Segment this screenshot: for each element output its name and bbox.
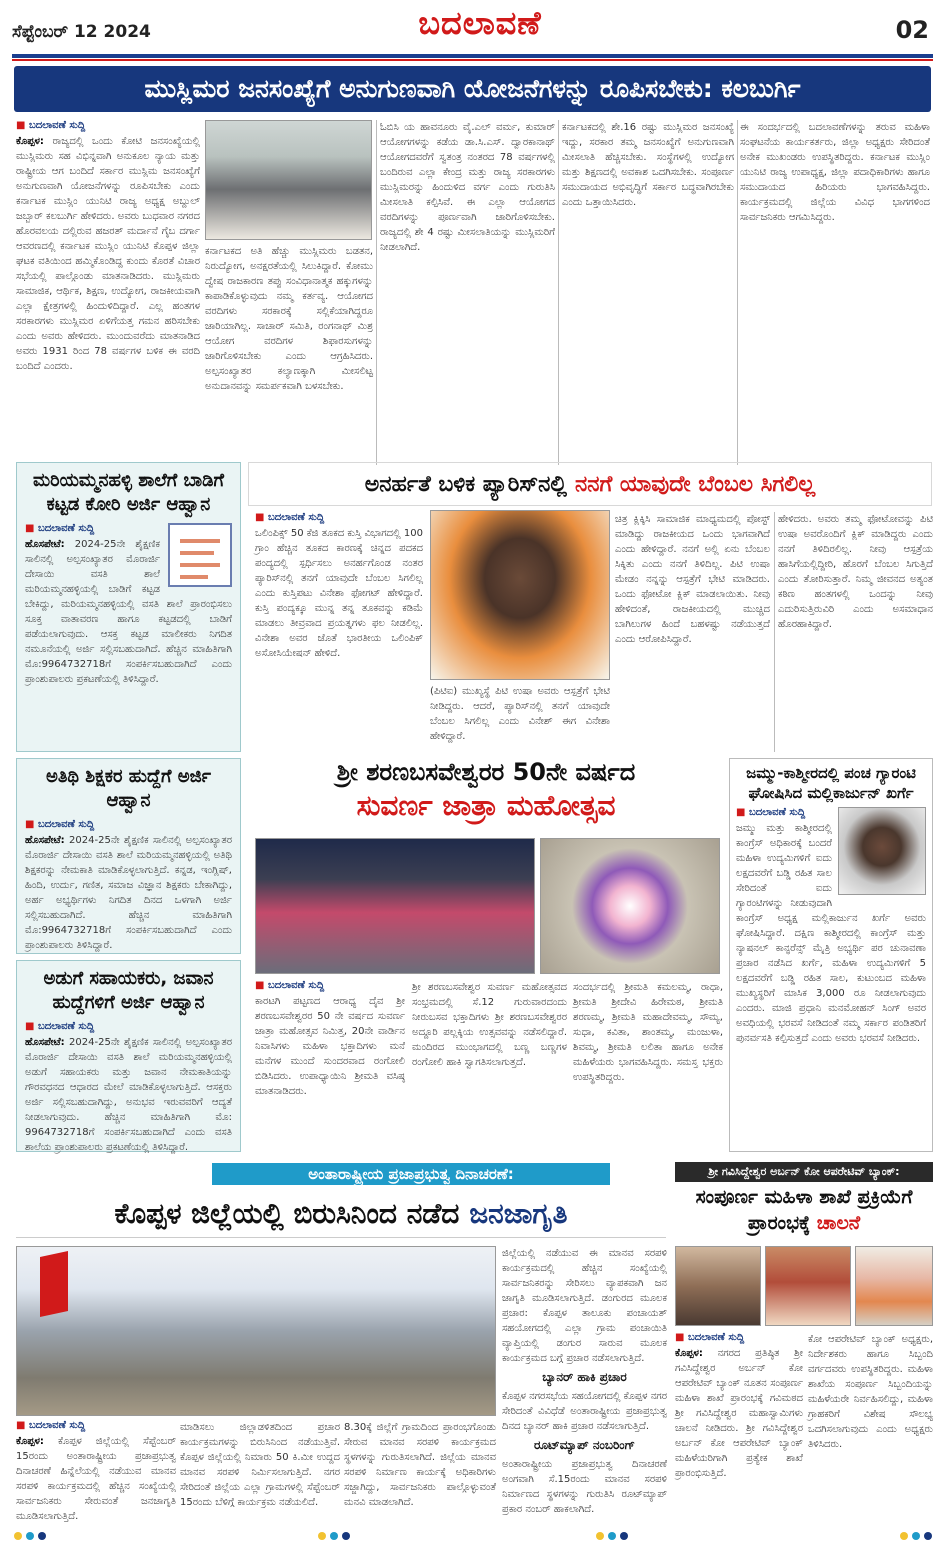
notice-building: [16, 462, 241, 752]
vinesh-photo: [430, 510, 610, 680]
vinesh-text-2: ಚಿತ್ರ ಕ್ಲಿಕ್ಕಿಸಿ ಸಾಮಾಜಿಕ ಮಾಧ್ಯಮದಲ್ಲಿ ಪೋಸ್ಟ್ ಮಾಡಿದ್ದು ರಾಜಕೀಯದ ಒಂದು ಭಾಗವಾಗಿದೆ ಎಂದು ಹೇಳಿದ್ದಾರೆ. ನನಗೆ ಅಲ್ಲಿ ಏನು ಬೆಂಬಲ ಸಿಕ್ಕಿತು ಎಂದು ನನಗೆ ತಿಳಿದಿಲ್ಲ. ಪಿಟಿ ಉಷಾ ಮೇಡಂ ನನ್ನನ್ನು ಆಸ್ಪತ್ರೆಗೆ ಭೇಟಿ ಮಾಡಿದರು. ಒಂದು ಫೋಟೋ ಕ್ಲಿಕ್ ಮಾಡಲಾಯಿತು. ನೀವು ಹೇಳಿದಂತೆ, ರಾಜಕೀಯದಲ್ಲಿ ಮುಚ್ಚಿದ ಬಾಗಿಲುಗಳ ಹಿಂದೆ ಬಹಳಷ್ಟು ನಡೆಯುತ್ತದೆ ಎಂದು ಆರೋಪಿಸಿದ್ದಾರೆ.: [615, 514, 770, 645]
notice-cook-helpers: [16, 960, 241, 1152]
lead-text-4: ಕರ್ನಾಟಕದಲ್ಲಿ ಶೇ.16 ರಷ್ಟು ಮುಸ್ಲಿಮರ ಜನಸಂಖ್ಯೆ ಇದ್ದು, ಸರಕಾರ ತಮ್ಮ ಜನಸಂಖ್ಯೆಗೆ ಅನುಗುಣವಾಗಿ ಮೀಸಲಾತಿ ಹೆಚ್ಚಿಸಬೇಕು. ಸಂಸ್ಥೆಗಳಲ್ಲಿ ಉದ್ಯೋಗ ಮತ್ತು ಶಿಕ್ಷಣದಲ್ಲಿ ಅವಕಾಶ ಒದಗಿಸಬೇಕು. ಸಂಪೂರ್ಣ ಸಮುದಾಯದ ಅಭಿವೃದ್ಧಿಗೆ ಸರ್ಕಾರ ಬದ್ಧವಾಗಿರಬೇಕು ಎಂದು ಒತ್ತಾಯಿಸಿದರು.: [562, 122, 734, 208]
vinesh-headline: [248, 462, 932, 506]
bank-text-2: ಕೋ ಆಪರೇಟಿವ್ ಬ್ಯಾಂಕ್ ಅಧ್ಯಕ್ಷರು, ನಿರ್ದೇಶಕರು ಹಾಗೂ ಸಿಬ್ಬಂದಿ ವರ್ಗದವರು ಉಪಸ್ಥಿತರಿದ್ದರು. ಮಹಿಳಾ ಶಾಖೆಯ ಸಂಪೂರ್ಣ ಸಿಬ್ಬಂದಿಯನ್ನು ಮಹಿಳೆಯರೇ ನಿರ್ವಹಿಸಲಿದ್ದು, ಮಹಿಳಾ ಗ್ರಾಹಕರಿಗೆ ವಿಶೇಷ ಸೌಲಭ್ಯ ಒದಗಿಸಲಾಗುವುದು ಎಂದು ಅಧ್ಯಕ್ಷರು ತಿಳಿಸಿದರು.: [808, 1334, 933, 1450]
vinesh-headline-red: ನನಗೆ ಯಾವುದೇ ಬೆಂಬಲ ಸಿಗಲಿಲ್ಲ: [575, 471, 816, 497]
lead-column-4: [562, 120, 734, 465]
lead-byline: ■ ಬದಲಾವಣೆ ಸುದ್ದಿ: [16, 120, 200, 131]
dot-icon: [26, 1532, 34, 1540]
bank-byline: ■ ಬದಲಾವಣೆ ಸುದ್ದಿ: [675, 1332, 803, 1343]
bank-headline-red: ಚಾಲನೆ: [816, 1212, 861, 1234]
notice-building-title: ಮರಿಯಮ್ಮನಹಳ್ಳಿ ಶಾಲೆಗೆ ಬಾಡಿಗೆ ಕಟ್ಟಡ ಕೋರಿ ಅರ್ಜಿ ಆಹ್ವಾನ: [33, 470, 224, 515]
democracy-text-3: 8.30ಕ್ಕೆ ಜಿಲ್ಲೆಗೆ ಗ್ರಾಮದಿಂದ ಪ್ರಾರಂಭಗೊಂಡು ಸೇರುವ ಮಾನವ ಸರಪಳಿ ಕಾರ್ಯಕ್ರಮದ ಸ್ಥಳಗಳನ್ನು ಗುರುತಿಸಲಾಗಿದೆ. ಜಿಲ್ಲೆಯ ಮಾನವ ಸರಪಳಿ ನಿರ್ಮಾಣ ಕಾರ್ಯಕ್ಕೆ ಅಧಿಕಾರಿಗಳು ಸಜ್ಜಾಗಿದ್ದು, ಸಾರ್ವಜನಿಕರು ಪಾಲ್ಗೊಳ್ಳುವಂತೆ ಮನವಿ ಮಾಡಲಾಗಿದೆ.: [344, 1422, 496, 1508]
column-divider: [558, 120, 559, 465]
vinesh-headline-black: ಅನರ್ಹತೆ ಬಳಿಕ ಪ್ಯಾರಿಸ್‌ನಲ್ಲಿ: [364, 471, 568, 497]
democracy-text-5: ಕೊಪ್ಪಳ ನಗರಸಭೆಯ ಸಹಯೋಗದಲ್ಲಿ ಕೊಪ್ಪಳ ನಗರ ಸೇರಿದಂತೆ ವಿವಿಧೆಡೆ ಅಂತಾರಾಷ್ಟ್ರೀಯ ಪ್ರಜಾಪ್ರಭುತ್ವ ದಿನದ ಬ್ಯಾನರ್ ಹಾಕಿ ಪ್ರಚಾರ ನಡೆಸಲಾಗುತ್ತಿದೆ.: [502, 1391, 667, 1432]
democracy-text-6: ಅಂತಾರಾಷ್ಟ್ರೀಯ ಪ್ರಜಾಪ್ರಭುತ್ವ ದಿನಾಚರಣೆ ಅಂಗವಾಗಿ ಸೆ.15ರಂದು ಮಾನವ ಸರಪಳಿ ನಿರ್ಮಾಣದ ಸ್ಥಳಗಳನ್ನು ಗುರುತಿಸಿ ರೂಟ್‌ಮ್ಯಾಪ್ ಪ್ರಕಾರ ನಂಬರ್ ಹಾಕಲಾಗಿದೆ.: [502, 1459, 667, 1515]
notice-cook-helpers-body: 2024-25ನೇ ಶೈಕ್ಷಣಿಕ ಸಾಲಿನಲ್ಲಿ ಅಲ್ಪಸಂಖ್ಯಾತರ ಮೊರಾರ್ಜಿ ದೇಸಾಯಿ ವಸತಿ ಶಾಲೆ ಮರಿಯಮ್ಮನಹಳ್ಳಿಯಲ್ಲಿ ಅಡುಗೆ ಸಹಾಯಕರು ಮತ್ತು ಜವಾನ ನೇಮಕಾತಿಯನ್ನು ಗೌರವಧನದ ಆಧಾರದ ಮೇಲೆ ಮಾಡಿಕೊಳ್ಳಲಾಗುತ್ತಿದೆ. ಆಸಕ್ತರು ಅರ್ಜಿ ಸಲ್ಲಿಸಬಹುದಾಗಿದ್ದು, ಅನುಭವ ಇರುವವರಿಗೆ ಆದ್ಯತೆ ನೀಡಲಾಗುವುದು. ಹೆಚ್ಚಿನ ಮಾಹಿತಿಗಾಗಿ ಮೊ: 9964732718ಗೆ ಸಂಪರ್ಕಿಸಬಹುದಾಗಿದೆ ಎಂದು ವಸತಿ ಶಾಲೆಯ ಪ್ರಾಂಶುಪಾಲರು ಪ್ರಕಟಣೆಯಲ್ಲಿ ತಿಳಿಸಿದ್ದಾರೆ.: [25, 1037, 232, 1153]
lead-text-5: ಈ ಸಂದರ್ಭದಲ್ಲಿ ಬದಲಾವಣೆಗಳನ್ನು ತರುವ ಮಹಿಳಾ ಸಂಘಟನೆಯ ಕಾರ್ಯಕರ್ತರು, ಜಿಲ್ಲಾ ಅಧ್ಯಕ್ಷರು ಸೇರಿದಂತೆ ಅನೇಕ ಮುಖಂಡರು ಉಪಸ್ಥಿತರಿದ್ದರು. ಕರ್ನಾಟಕ ಮುಸ್ಲಿಂ ಯುನಿಟಿ ರಾಜ್ಯ ಉಪಾಧ್ಯಕ್ಷ, ಜಿಲ್ಲಾ ಪದಾಧಿಕಾರಿಗಳು ಹಾಗೂ ಸಮುದಾಯದ ಹಿರಿಯರು ಭಾಗವಹಿಸಿದ್ದರು. ಕಾರ್ಯಕ್ರಮದಲ್ಲಿ ಜಿಲ್ಲೆಯ ವಿವಿಧ ಭಾಗಗಳಿಂದ ಸಾರ್ವಜನಿಕರು ಆಗಮಿಸಿದ್ದರು.: [740, 122, 930, 223]
suvarna-column-2: [412, 980, 567, 1152]
bank-dateline: ಕೊಪ್ಪಳ:: [675, 1348, 703, 1359]
suvarna-column-3: [573, 980, 723, 1152]
democracy-kicker: ಅಂತಾರಾಷ್ಟ್ರೀಯ ಪ್ರಜಾಪ್ರಭುತ್ವ ದಿನಾಚರಣೆ:: [212, 1163, 610, 1185]
democracy-headline-black: ಕೊಪ್ಪಳ ಜಿಲ್ಲೆಯಲ್ಲಿ ಬಿರುಸಿನಿಂದ ನಡೆದ: [114, 1196, 460, 1230]
suvarna-headline-line1: ಶ್ರೀ ಶರಣಬಸವೇಶ್ವರರ 50ನೇ ವರ್ಷದ: [336, 758, 636, 786]
lead-column-1: [16, 120, 200, 460]
vinesh-column-1: [255, 512, 423, 752]
dot-icon: [596, 1532, 604, 1540]
notice-guest-teachers-dateline: ಹೊಸಪೇಟೆ:: [25, 835, 65, 846]
bank-column-1: [675, 1332, 803, 1530]
suvarna-headline: [248, 756, 724, 826]
lead-text-3: ಓಬಿಸಿ ಯ ಹಾವನೂರು ವೈ.ಎಲ್ ವರ್ಮ, ಕುಮಾರ್ ಆಯೋಗಗಳನ್ನು ಕಡೆಯ ಡಾ.ಸಿ.ಎಸ್. ದ್ವಾರಕಾನಾಥ್ ಆಯೋಗದವರೆಗೆ ಸ್ವತಂತ್ರ ನಂತರದ 78 ವರ್ಷಗಳಲ್ಲಿ ಬಂದಿರುವ ಎಲ್ಲಾ ಕೇಂದ್ರ ಮತ್ತು ರಾಜ್ಯ ಸರಕಾರಗಳು ಮುಸ್ಲಿಮರನ್ನು ಹಿಂದುಳಿದ ವರ್ಗ ಎಂದು ಗುರುತಿಸಿ ಮೀಸಲಾತಿ ಕಲ್ಪಿಸಿವೆ. ಈ ಎಲ್ಲಾ ಆಯೋಗದ ವರದಿಗಳನ್ನು ಪೂರ್ಣವಾಗಿ ಜಾರಿಗೊಳಿಸಬೇಕು. ರಾಜ್ಯದಲ್ಲಿ ಶೇ 4 ರಷ್ಟು ಮೀಸಲಾತಿಯನ್ನು ಮುಸ್ಲಿಮರಿಗೆ ನೀಡಲಾಗಿದೆ.: [380, 122, 555, 253]
democracy-text-2: ಮಾಡಿಸಲು ಜಿಲ್ಲಾಡಳಿತದಿಂದ ಪ್ರಚಾರ ಕಾರ್ಯಕ್ರಮಗಳನ್ನು ಬಿರುಸಿನಿಂದ ನಡೆಯುತ್ತಿವೆ. ಕೊಪ್ಪಳ ಜಿಲ್ಲೆಯಲ್ಲಿ ನಿಮಾರು 50 ಕಿ.ಮೀ ಉದ್ದದ ಮಾನವ ಸರಪಳಿ ನಿರ್ಮಿಸಲಾಗುತ್ತಿದೆ. ನಗರ ಸೇರಿದಂತೆ ಜಿಲ್ಲೆಯ ಎಲ್ಲಾ ಗ್ರಾಮಗಳಲ್ಲಿ ಸೆಪ್ಟೆಂಬರ್ 15ರಂದು ಬೆಳಿಗ್ಗೆ ಕಾರ್ಯಕ್ರಮ ನಡೆಯಲಿದೆ.: [180, 1422, 340, 1508]
suvarna-rangoli-photo: [540, 838, 720, 974]
democracy-text-1: [16, 1434, 176, 1524]
bank-kicker: ಶ್ರೀ ಗವಿಸಿದ್ದೇಶ್ವರ ಅರ್ಬನ್ ಕೋ ಆಪರೇಟಿವ್ ಬ್ಯಾಂಕ್:: [675, 1162, 933, 1182]
column-divider: [774, 512, 775, 752]
vinesh-text-3: ಹೇಳಿದರು. ಅವರು ತಮ್ಮ ಫೋಟೋವನ್ನು ಪಿಟಿ ಉಷಾ ಅವರೊಂದಿಗೆ ಕ್ಲಿಕ್ ಮಾಡಿದ್ದರು ಎಂದು ನನಗೆ ತಿಳಿದಿರಲಿಲ್ಲ. ನೀವು ಆಸ್ಪತ್ರೆಯ ಹಾಸಿಗೆಯಲ್ಲಿದ್ದೀರಿ, ಹೊರಗೆ ಬೆಂಬಲ ಸಿಗುತ್ತಿದೆ ಎಂದು ತೋರಿಸುತ್ತಾರೆ. ನಿಮ್ಮ ಜೀವನದ ಅತ್ಯಂತ ಕಠಿಣ ಹಂತಗಳಲ್ಲಿ ಒಂದನ್ನು ನೀವು ಎದುರಿಸುತ್ತಿರುವಿರಿ ಎಂದು ಅಸಮಾಧಾನ ಹೊರಹಾಕಿದ್ದಾರೆ.: [778, 514, 933, 630]
lead-column-2: [205, 244, 373, 464]
lead-dateline: ಕೊಪ್ಪಳ:: [16, 136, 44, 147]
dot-icon: [924, 1532, 932, 1540]
democracy-column-3: [344, 1420, 496, 1530]
democracy-body-1: ಕೊಪ್ಪಳ ಜಿಲ್ಲೆಯಲ್ಲಿ ಸೆಪ್ಟೆಂಬರ್ 15ರಂದು ಅಂತಾರಾಷ್ಟ್ರೀಯ ಪ್ರಜಾಪ್ರಭುತ್ವ ದಿನಾಚರಣೆ ಹಿನ್ನೆಲೆಯಲ್ಲಿ ನಡೆಯುವ ಮಾನವ ಸರಪಳಿ ಕಾರ್ಯಕ್ರಮದಲ್ಲಿ ಹೆಚ್ಚಿನ ಸಂಖ್ಯೆಯಲ್ಲಿ ಸಾರ್ವಜನಿಕರು ಸೇರುವಂತೆ ಜನಜಾಗೃತಿ ಮೂಡಿಸಲಾಗುತ್ತಿದೆ.: [16, 1436, 176, 1522]
bank-photo-3: [855, 1246, 933, 1326]
vinesh-caption: (ಪಿಟಿಐ) ಮುಖ್ಯಸ್ಥೆ ಪಿಟಿ ಉಷಾ ಅವರು ಆಸ್ಪತ್ರೆಗೆ ಭೇಟಿ ನೀಡಿದ್ದರು. ಆದರೆ, ಪ್ಯಾರಿಸ್‌ನಲ್ಲಿ ತನಗೆ ಯಾವುದೇ ಬೆಂಬಲ ಸಿಗಲಿಲ್ಲ ಎಂದು ವಿನೇಶ್ ಈಗ ವಿನೇಶಾ ಹೇಳಿದ್ದಾರೆ.: [430, 686, 610, 742]
newspaper-title: ಬದಲಾವಣೆ: [418, 4, 542, 42]
masthead-rule: [12, 54, 933, 58]
masthead-rule-red: [12, 59, 933, 61]
lead-text-1: [16, 134, 200, 374]
bank-column-2: [808, 1332, 933, 1530]
suvarna-text-1: ಕಾರಟಗಿ ಪಟ್ಟಣದ ಆರಾಧ್ಯ ದೈವ ಶ್ರೀ ಶರಣಬಸವೇಶ್ವರರ 50 ನೇ ವರ್ಷದ ಸುವರ್ಣ ಜಾತ್ರಾ ಮಹೋತ್ಸವ ನಿಮಿತ್ತ, 20ನೇ ವಾರ್ಡಿನ ನಿವಾಸಿಗಳು ಮಹಿಳಾ ಭಕ್ತಾದಿಗಳು ಮನೆ ಮನೆಗಳ ಮುಂದೆ ಸುಂದರವಾದ ರಂಗೋಲಿ ಬಿಡಿಸಿದರು. ಉಪಾಧ್ಯಾಯಿನಿ ಶ್ರೀಮತಿ ವಸಿಷ್ಠ ಮಾತನಾಡಿದರು.: [255, 996, 405, 1097]
bank-body-1: ನಗರದ ಪ್ರತಿಷ್ಠಿತ ಶ್ರೀ ಗವಿಸಿದ್ದೇಶ್ವರ ಅರ್ಬನ್ ಕೋ ಆಪರೇಟಿವ್ ಬ್ಯಾಂಕ್ ನೂತನ ಸಂಪೂರ್ಣ ಮಹಿಳಾ ಶಾಖೆ ಪ್ರಾರಂಭಕ್ಕೆ ಗವಿಮಠದ ಶ್ರೀ ಗವಿಸಿದ್ದೇಶ್ವರ ಮಹಾಸ್ವಾಮಿಗಳು ಚಾಲನೆ ನೀಡಿದರು. ಶ್ರೀ ಗವಿಸಿದ್ದೇಶ್ವರ ಅರ್ಬನ್ ಕೋ ಆಪರೇಟಿವ್ ಬ್ಯಾಂಕ್ ಮಹಿಳೆಯರಿಗಾಗಿ ಪ್ರತ್ಯೇಕ ಶಾಖೆ ಪ್ರಾರಂಭಿಸುತ್ತಿದೆ.: [675, 1348, 803, 1479]
bank-photo-1: [675, 1246, 761, 1326]
kharge-story: [729, 758, 933, 1152]
democracy-column-1: [16, 1420, 176, 1530]
notice-cook-helpers-byline: ■ ಬದಲಾವಣೆ ಸುದ್ದಿ: [25, 1021, 232, 1032]
democracy-column-4: [502, 1246, 667, 1530]
lead-photo: [205, 120, 372, 240]
footer-dots: [0, 1530, 945, 1542]
column-divider: [737, 120, 738, 465]
vinesh-text-1: ಒಲಿಂಪಿಕ್ಸ್ 50 ಕೆಜಿ ತೂಕದ ಕುಸ್ತಿ ವಿಭಾಗದಲ್ಲಿ 100 ಗ್ರಾಂ ಹೆಚ್ಚಿನ ತೂಕದ ಕಾರಣಕ್ಕೆ ಚಿನ್ನದ ಪದಕದ ಪಂದ್ಯದಲ್ಲಿ ಸ್ಪರ್ಧಿಸಲು ಅನರ್ಹಗೊಂಡ ನಂತರ ಪ್ಯಾರಿಸ್‌ನಲ್ಲಿ ತನಗೆ ಯಾವುದೇ ಬೆಂಬಲ ಸಿಗಲಿಲ್ಲ ಎಂದು ಕುಸ್ತಿಪಟು ವಿನೇಶಾ ಫೋಗಟ್ ಹೇಳಿದ್ದಾರೆ. ಕುಸ್ತಿ ಪಂದ್ಯಕ್ಕೂ ಮುನ್ನ ತನ್ನ ತೂಕವನ್ನು ಕಡಿಮೆ ಮಾಡಲು ತೀವ್ರವಾದ ಪ್ರಯತ್ನಗಳು ಫಲ ನೀಡಲಿಲ್ಲ. ವಿನೇಶಾ ಅವರ ಜೊತೆ ಭಾರತೀಯ ಒಲಿಂಪಿಕ್ ಅಸೋಸಿಯೇಷನ್ ಹೇಳಿದೆ.: [255, 528, 423, 659]
democracy-column-2: [180, 1420, 340, 1530]
democracy-byline: ■ ಬದಲಾವಣೆ ಸುದ್ದಿ: [16, 1420, 176, 1431]
suvarna-column-1: [255, 980, 405, 1152]
bank-headline-black: ಸಂಪೂರ್ಣ ಮಹಿಳಾ ಶಾಖೆ ಪ್ರಕ್ರಿಯೆಗೆ ಪ್ರಾರಂಭಕ್ಕೆ: [695, 1186, 913, 1234]
lead-headline-banner: [14, 66, 931, 112]
flag-icon: [40, 1251, 68, 1317]
dot-icon: [318, 1532, 326, 1540]
democracy-text-4: ಜಿಲ್ಲೆಯಲ್ಲಿ ನಡೆಯುವ ಈ ಮಾನವ ಸರಪಳಿ ಕಾರ್ಯಕ್ರಮದಲ್ಲಿ ಹೆಚ್ಚಿನ ಸಂಖ್ಯೆಯಲ್ಲಿ ಸಾರ್ವಜನಿಕರನ್ನು ಸೇರಿಸಲು ವ್ಯಾಪಕವಾಗಿ ಜನ ಜಾಗೃತಿ ಮೂಡಿಸಲಾಗುತ್ತಿದೆ. ಡಂಗುರದ ಮೂಲಕ ಪ್ರಚಾರ: ಕೊಪ್ಪಳ ತಾಲೂಕು ಪಂಚಾಯತ್ ಸಹಯೋಗದಲ್ಲಿ ಎಲ್ಲಾ ಗ್ರಾಮ ಪಂಚಾಯಿತಿ ವ್ಯಾಪ್ತಿಯಲ್ಲಿ ಡಂಗುರ ಸಾರುವ ಮೂಲಕ ಕಾರ್ಯಕ್ರಮದ ಬಗ್ಗೆ ಪ್ರಚಾರ ನಡೆಸಲಾಗುತ್ತಿದೆ.: [502, 1248, 667, 1364]
notice-cook-helpers-dateline: ಹೊಸಪೇಟೆ:: [25, 1037, 65, 1048]
suvarna-byline: ■ ಬದಲಾವಣೆ ಸುದ್ದಿ: [255, 980, 405, 991]
dot-icon: [330, 1532, 338, 1540]
bank-headline: [675, 1184, 933, 1238]
lead-headline: ಮುಸ್ಲಿಮರ ಜನಸಂಖ್ಯೆಗೆ ಅನುಗುಣವಾಗಿ ಯೋಜನೆಗಳನ್ನು ರೂಪಿಸಬೇಕು: ಕಲಬುರ್ಗಿ: [144, 74, 801, 103]
clipboard-icon: [168, 523, 232, 587]
page-number: 02: [895, 16, 929, 44]
suvarna-headline-line2: ಸುವರ್ಣ ಜಾತ್ರಾ ಮಹೋತ್ಸವ: [356, 789, 616, 822]
dot-icon: [900, 1532, 908, 1540]
vinesh-column-3: [778, 512, 933, 752]
routemap-subhead: ರೂಟ್‌ಮ್ಯಾಪ್ ನಂಬರಿಂಗ್: [534, 1438, 635, 1452]
bank-photo-2: [765, 1246, 851, 1326]
notice-guest-teachers-title: ಅತಿಥಿ ಶಿಕ್ಷಕರ ಹುದ್ದೆಗೆ ಅರ್ಜಿ ಆಹ್ವಾನ: [46, 766, 211, 811]
democracy-headline-blue: ಜನಜಾಗೃತಿ: [469, 1196, 568, 1230]
notice-cook-helpers-text: [25, 1035, 232, 1155]
notice-building-body: 2024-25ನೇ ಶೈಕ್ಷಣಿಕ ಸಾಲಿನಲ್ಲಿ ಅಲ್ಪಸಂಖ್ಯಾತರ ಮೊರಾರ್ಜಿ ದೇಸಾಯಿ ವಸತಿ ಶಾಲೆ ಮರಿಯಮ್ಮನಹಳ್ಳಿಯಲ್ಲಿ ಬಾಡಿಗೆ ಕಟ್ಟಡ ಬೇಕಿದ್ದು, ಮರಿಯಮ್ಮನಹಳ್ಳಿಯಲ್ಲಿ ವಸತಿ ಶಾಲೆ ಪ್ರಾರಂಭಿಸಲು ಸೂಕ್ತ ವಾತಾವರಣ ಹಾಗೂ ಕಟ್ಟಡದಲ್ಲಿ ಬಾಡಿಗೆ ಪಡೆಯಲಾಗುವುದು. ಆಸಕ್ತ ಕಟ್ಟಡ ಮಾಲೀಕರು ನಿಗದಿತ ನಮೂನೆಯಲ್ಲಿ ಅರ್ಜಿ ಸಲ್ಲಿಸಬಹುದಾಗಿದೆ. ಹೆಚ್ಚಿನ ಮಾಹಿತಿಗಾಗಿ ಮೊ:9964732718ಗೆ ಸಂಪರ್ಕಿಸಬಹುದಾಗಿದೆ ಎಂದು ಪ್ರಾಂಶುಪಾಲರು ಪ್ರಕಟಣೆಯಲ್ಲಿ ತಿಳಿಸಿದ್ದಾರೆ.: [25, 539, 232, 685]
masthead: [0, 0, 945, 62]
dot-icon: [608, 1532, 616, 1540]
democracy-headline: [16, 1190, 666, 1238]
suvarna-text-3: ಸಂದರ್ಭದಲ್ಲಿ ಶ್ರೀಮತಿ ಕಮಲಮ್ಮ, ರಾಧಾ, ಶ್ರೀಮತಿ ಶ್ರೀದೇವಿ ಹಿರೇಮಠ, ಶ್ರೀಮತಿ ಶರಣಮ್ಮ, ಶ್ರೀಮತಿ ಮಹಾದೇವಮ್ಮ, ಸೌಮ್ಯ, ಸುಧಾ, ಕವಿತಾ, ಶಾಂತಮ್ಮ, ಮಂಜುಳಾ, ಶಿವಮ್ಮ, ಶ್ರೀಮತಿ ಲಲಿತಾ ಹಾಗೂ ಅನೇಕ ಮಹಿಳೆಯರು ಭಾಗವಹಿಸಿದ್ದರು. ಸಮಸ್ತ ಭಕ್ತರು ಉಪಸ್ಥಿತರಿದ್ದರು.: [573, 982, 723, 1083]
notice-building-dateline: ಹೊಸಪೇಟೆ:: [25, 539, 65, 550]
notice-guest-teachers-byline: ■ ಬದಲಾವಣೆ ಸುದ್ದಿ: [25, 819, 232, 830]
vinesh-caption-block: [430, 684, 610, 752]
democracy-photo: [16, 1246, 496, 1416]
dot-icon: [14, 1532, 22, 1540]
kharge-photo: [838, 807, 926, 895]
lead-column-3: [380, 120, 555, 465]
lead-text-2: ಕರ್ನಾಟಕದ ಅತಿ ಹೆಚ್ಚು ಮುಸ್ಲಿಮರು ಬಡತನ, ನಿರುದ್ಯೋಗ, ಅನಕ್ಷರತೆಯಲ್ಲಿ ಸಿಲುಕಿದ್ದಾರೆ. ಕೋಮು ದ್ವೇಷ ರಾಜಕಾರಣ ತಪ್ಪು ಸಂವಿಧಾನಾತ್ಮಕ ಹಕ್ಕುಗಳನ್ನು ಕಾಪಾಡಿಕೊಳ್ಳುವುದು ನಮ್ಮ ಕರ್ತವ್ಯ. ಆಯೋಗದ ವರದಿಗಳು ಸರಕಾರಕ್ಕೆ ಸಲ್ಲಿಕೆಯಾಗಿದ್ದರೂ ಜಾರಿಯಾಗಿಲ್ಲ. ಸಾಚಾರ್ ಸಮಿತಿ, ರಂಗನಾಥ್ ಮಿಶ್ರ ಆಯೋಗ ವರದಿಗಳ ಶಿಫಾರಸುಗಳನ್ನು ಜಾರಿಗೊಳಿಸಬೇಕು ಎಂದು ಆಗ್ರಹಿಸಿದರು. ಅಲ್ಪಸಂಖ್ಯಾತರ ಕಲ್ಯಾಣಕ್ಕಾಗಿ ಮೀಸಲಿಟ್ಟ ಅನುದಾನವನ್ನು ಸಮರ್ಪಕವಾಗಿ ಬಳಸಬೇಕು.: [205, 246, 373, 392]
lead-column-5: [740, 120, 930, 465]
issue-date: ಸೆಪ್ಟೆಂಬರ್ 12 2024: [12, 22, 151, 42]
column-divider: [376, 120, 377, 465]
dot-icon: [38, 1532, 46, 1540]
notice-building-byline: ■ ಬದಲಾವಣೆ ಸುದ್ದಿ: [25, 523, 232, 534]
dot-icon: [620, 1532, 628, 1540]
vinesh-byline: ■ ಬದಲಾವಣೆ ಸುದ್ದಿ: [255, 512, 423, 523]
notice-guest-teachers-body: 2024-25ನೇ ಶೈಕ್ಷಣಿಕ ಸಾಲಿನಲ್ಲಿ ಅಲ್ಪಸಂಖ್ಯಾತರ ಮೊರಾರ್ಜಿ ದೇಸಾಯಿ ವಸತಿ ಶಾಲೆ ಮರಿಯಮ್ಮನಹಳ್ಳಿಯಲ್ಲಿ ಅತಿಥಿ ಶಿಕ್ಷಕರನ್ನು ನೇಮಕಾತಿ ಮಾಡಿಕೊಳ್ಳಲಾಗುತ್ತಿದೆ. ಕನ್ನಡ, ಇಂಗ್ಲಿಷ್, ಹಿಂದಿ, ಉರ್ದು, ಗಣಿತ, ಸಮಾಜ ವಿಜ್ಞಾನ ಶಿಕ್ಷಕರು ಬೇಕಾಗಿದ್ದು, ಅರ್ಹ ಅಭ್ಯರ್ಥಿಗಳು ನಿಗದಿತ ದಿನದ ಒಳಗಾಗಿ ಅರ್ಜಿ ಸಲ್ಲಿಸಬಹುದಾಗಿದೆ. ಹೆಚ್ಚಿನ ಮಾಹಿತಿಗಾಗಿ ಮೊ:9964732718ಗೆ ಸಂಪರ್ಕಿಸಬಹುದಾಗಿದೆ ಎಂದು ಪ್ರಾಂಶುಪಾಲರು ತಿಳಿಸಿದ್ದಾರೆ.: [25, 835, 232, 951]
kharge-text: ಜಮ್ಮು ಮತ್ತು ಕಾಶ್ಮೀರದಲ್ಲಿ ಕಾಂಗ್ರೆಸ್ ಅಧಿಕಾರಕ್ಕೆ ಬಂದರೆ ಮಹಿಳಾ ಉದ್ಯಮಿಗಳಿಗೆ ಐದು ಲಕ್ಷದವರೆಗೆ ಬಡ್ಡಿ ರಹಿತ ಸಾಲ ಸೇರಿದಂತೆ ಐದು ಗ್ಯಾರಂಟಿಗಳನ್ನು ನೀಡುವುದಾಗಿ ಕಾಂಗ್ರೆಸ್ ಅಧ್ಯಕ್ಷ ಮಲ್ಲಿಕಾರ್ಜುನ ಖರ್ಗೆ ಅವರು ಘೋಷಿಸಿದ್ದಾರೆ. ದಕ್ಷಿಣ ಕಾಶ್ಮೀರದಲ್ಲಿ ಕಾಂಗ್ರೆಸ್ ಮತ್ತು ನ್ಯಾಷನಲ್ ಕಾನ್ಫರೆನ್ಸ್ ಮೈತ್ರಿ ಅಭ್ಯರ್ಥಿ ಪರ ಚುನಾವಣಾ ಪ್ರಚಾರ ನಡೆಸಿದ ಖರ್ಗೆ, ಮಹಿಳಾ ಉದ್ಯಮಿಗಳಿಗೆ 5 ಲಕ್ಷದವರೆಗೆ ಬಡ್ಡಿ ರಹಿತ ಸಾಲ, ಕುಟುಂಬದ ಮಹಿಳಾ ಮುಖ್ಯಸ್ಥರಿಗೆ ಮಾಸಿಕ 3,000 ರೂ ನೀಡಲಾಗುವುದು ಎಂದರು. ಮಾಜಿ ಪ್ರಧಾನಿ ಮನಮೋಹನ್ ಸಿಂಗ್ ಅವರ ಅವಧಿಯಲ್ಲಿ ಭರವಸೆ ನೀಡಿದಂತೆ ನಮ್ಮ ಸರ್ಕಾರ ಪಂಡಿತರಿಗೆ ಪುನರ್ವಸತಿ ಕಲ್ಪಿಸುತ್ತದೆ ಎಂದು ಅವರು ಭರವಸೆ ನೀಡಿದರು.: [736, 823, 926, 1044]
suvarna-text-2: ಶ್ರೀ ಶರಣಬಸವೇಶ್ವರ ಸುವರ್ಣ ಮಹೋತ್ಸವದ ಸಂಭ್ರಮದಲ್ಲಿ ಸೆ.12 ಗುರುವಾರದಂದು ನೀರುಬಸವ ಭಕ್ತಾದಿಗಳು ಶ್ರೀ ಶರಣಬಸವೇಶ್ವರರ ಅದ್ದೂರಿ ಪಲ್ಲಕ್ಕಿಯ ಉತ್ಸವವನ್ನು ನಡೆಸಲಿದ್ದಾರೆ. ಮಂದಿರದ ಮುಂಭಾಗದಲ್ಲಿ ಬಣ್ಣ ಬಣ್ಣಗಳ ರಂಗೋಲಿ ಹಾಕಿ ಸ್ವಾಗತಿಸಲಾಗುತ್ತದೆ.: [412, 982, 567, 1068]
notice-guest-teachers-text: [25, 833, 232, 953]
vinesh-column-2: [615, 512, 770, 752]
lead-body-1: ರಾಜ್ಯದಲ್ಲಿ ಒಂದು ಕೋಟಿ ಜನಸಂಖ್ಯೆಯಲ್ಲಿ ಮುಸ್ಲಿಮರು ಸಹ ವಿಭಿನ್ನವಾಗಿ ಅನುಕೂಲ ನ್ಯಾಯ ಮತ್ತು ರಾಷ್ಟ್ರೀಯ ಆಗ ಬಂದಿದೆ ಸರ್ಕಾರ ಮುಸ್ಲಿಮ ಜನಸಂಖ್ಯೆಗೆ ಅನುಗುಣವಾಗಿ ಯೋಜನೆಗಳನ್ನು ರೂಪಿಸಬೇಕು ಎಂದು ಕರ್ನಾಟಕ ಮುಸ್ಲಿಂ ಯುನಿಟಿ ರಾಜ್ಯ ಅಧ್ಯಕ್ಷ ಅಬ್ದುಲ್ ಜಬ್ಬಾರ್ ಕಲಬುರ್ಗಿ ಹೇಳಿದರು. ಅವರು ಬುಧವಾರ ನಗರದ ಹೊರವಲಯ ದಲ್ಲಿರುವ ಹಜರತ್ ಮರ್ದಾನೆ ಗೈಬ ದರ್ಗಾ ಆವರಣದಲ್ಲಿ ಕರ್ನಾಟಕ ಮುಸ್ಲಿಂ ಯುನಿಟಿ ಕೊಪ್ಪಳ ಜಿಲ್ಲಾ ಘಟಕ ವತಿಯಿಂದ ಹಮ್ಮಿಕೊಂಡಿದ್ದ ಕುಂದು ಕೊರತೆ ವಿಚಾರ ಸಭೆಯಲ್ಲಿ ಪಾಲ್ಗೊಂಡು ಮಾತನಾಡಿದರು. ಮುಸ್ಲಿಮರು ಸಾಮಾಜಿಕ, ಆರ್ಥಿಕ, ಶಿಕ್ಷಣ, ಉದ್ಯೋಗ, ರಾಜಕೀಯವಾಗಿ ಎಲ್ಲಾ ಕ್ಷೇತ್ರಗಳಲ್ಲಿ ಹಿಂದುಳಿದಿದ್ದಾರೆ. ಎಲ್ಲ ಹಂತಗಳ ಸರಕಾರಗಳು ಮುಸ್ಲಿಮರ ಏಳಿಗೆಯತ್ತ ಗಮನ ಹರಿಸಬೇಕು ಎಂದು ಅವರು ಹೇಳಿದರು. ಮುಂದುವರೆದು ಮಾತನಾಡಿದ ಅವರು 1931 ರಿಂದ 78 ವರ್ಷಗಳ ಬಳಿಕ ಈ ವರದಿ ಬಂದಿದೆ ಎಂದರು.: [16, 136, 200, 372]
dot-icon: [342, 1532, 350, 1540]
bank-text-1: [675, 1346, 803, 1481]
kharge-headline: ಜಮ್ಮು-ಕಾಶ್ಮೀರದಲ್ಲಿ ಪಂಚ ಗ್ಯಾರಂಟಿ ಘೋಷಿಸಿದ ಮಲ್ಲಿಕಾರ್ಜುನ್ ಖರ್ಗೆ: [746, 764, 916, 802]
notice-guest-teachers: [16, 758, 241, 954]
kharge-byline: ■ ಬದಲಾವಣೆ ಸುದ್ದಿ: [736, 807, 926, 818]
democracy-dateline: ಕೊಪ್ಪಳ:: [16, 1436, 44, 1447]
banner-subhead: ಬ್ಯಾನರ್ ಹಾಕಿ ಪ್ರಚಾರ: [542, 1370, 627, 1384]
suvarna-group-photo: [255, 838, 535, 974]
dot-icon: [912, 1532, 920, 1540]
notice-cook-helpers-title: ಅಡುಗೆ ಸಹಾಯಕರು, ಜವಾನ ಹುದ್ದೆಗಳಿಗೆ ಅರ್ಜಿ ಆಹ್ವಾನ: [43, 968, 214, 1013]
